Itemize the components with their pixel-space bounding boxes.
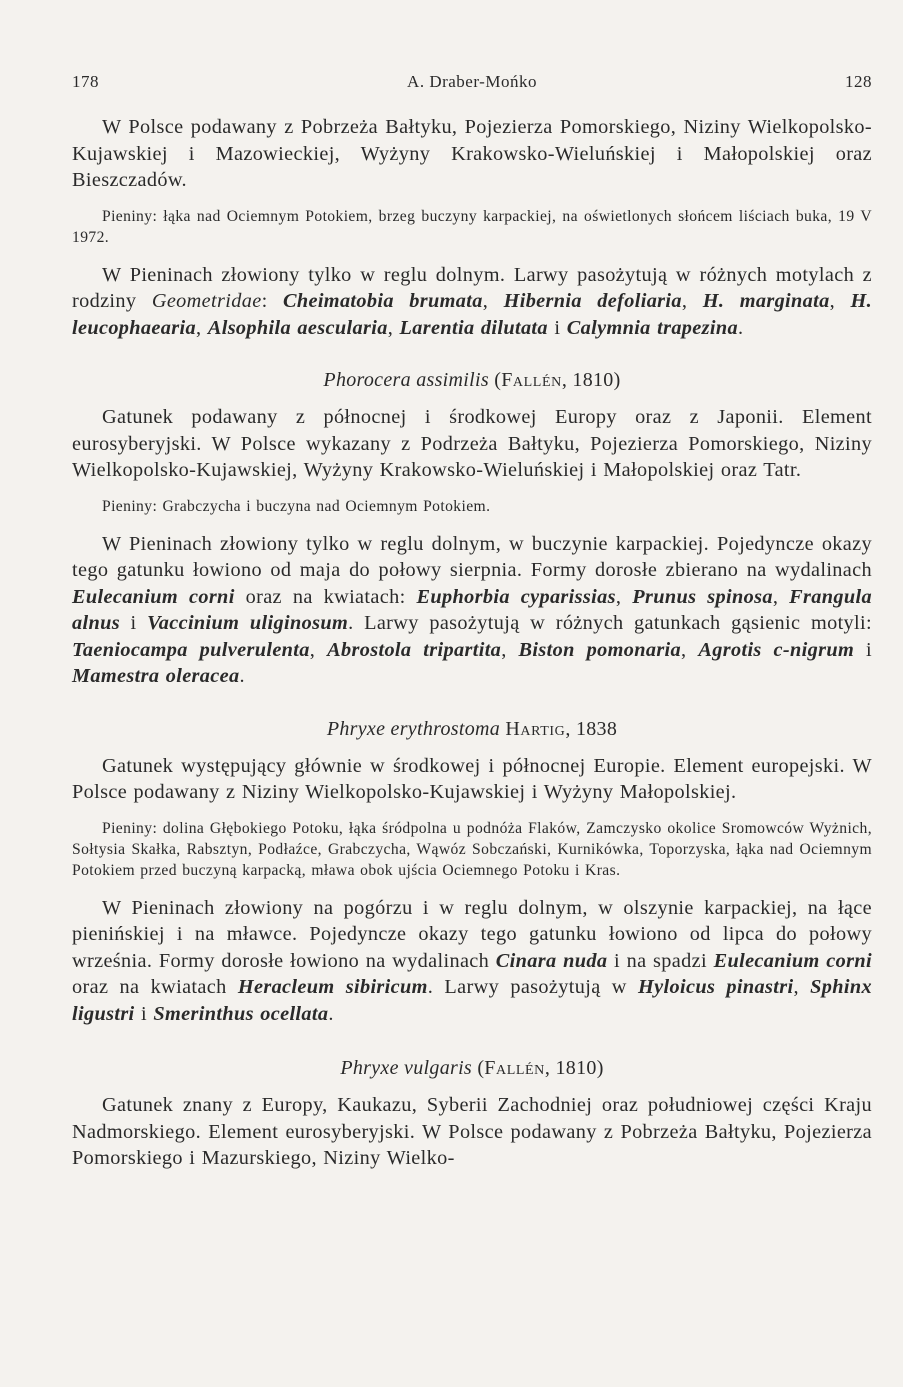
- taxon-name: Calymnia trapezina: [566, 316, 738, 339]
- species-heading-phryxe-vulgaris: Phryxe vulgaris (Fallén, 1810): [340, 1057, 604, 1079]
- taxon-name: Agrotis c-nigrum: [698, 638, 855, 661]
- taxon-name: Geometridae: [151, 290, 262, 312]
- taxon-name: Eulecanium corni: [713, 949, 872, 972]
- taxon-name: Cheimatobia brumata: [282, 290, 483, 312]
- taxon-name: Smerinthus ocellata: [153, 1002, 329, 1025]
- taxon-name: Sphinx ligustri: [72, 976, 872, 1025]
- book-page: [72, 72, 872, 1172]
- taxon-name: Mamestra oleracea: [72, 665, 240, 687]
- taxon-name: Taeniocampa pulverulenta: [72, 638, 310, 661]
- taxon-name: Alsophila aescularia: [207, 316, 388, 339]
- taxon-name: H. leucophaearia: [72, 290, 873, 339]
- page-number-right: 128: [845, 72, 872, 91]
- taxon-name: Hibernia defoliaria: [503, 290, 682, 312]
- running-title: A. Draber-Mońko: [407, 72, 537, 91]
- species2-distribution: Gatunek występujący głównie w środkowej i północnej Europie. Element europejski. W Polsce podawany z Niziny Wielkopolsko-Kujawskiej i Wyżyny Małopolskiej.: [72, 754, 872, 803]
- taxon-name: Cinara nuda: [495, 949, 608, 972]
- species-heading-phryxe-erythrostoma: Phryxe erythrostoma Hartig, 1838: [326, 717, 618, 740]
- species3-distribution: Gatunek znany z Europy, Kaukazu, Syberii Zachodniej oraz południowej części Kraju Nadmorskiego. Element eurosyberyjski. W Polsce podawany z Pobrzeża Bałtyku, Pojezierza Pomorskiego i Mazurskiego, Niziny Wielko-: [72, 1094, 872, 1169]
- taxon-name: Heracleum sibiricum: [237, 976, 428, 998]
- species-heading-phorocera-assimilis: Phorocera assimilis (Fallén, 1810): [323, 369, 621, 391]
- page-header: [72, 72, 872, 102]
- taxon-name: Euphorbia cyparissias: [416, 585, 616, 608]
- species1-pieniny-locality: Pieniny: Grabczycha i buczyna nad Ociemnym Potokiem.: [102, 497, 491, 515]
- taxon-name: Frangula alnus: [72, 585, 873, 634]
- intro-distribution-paragraph: W Polsce podawany z Pobrzeża Bałtyku, Pojezierza Pomorskiego, Niziny Wielkopolsko-Kujawskiej i Mazowieckiej, Wyżyny Krakowsko-Wieluńskiej i Małopolskiej oraz Bieszczadów.: [72, 116, 872, 191]
- taxon-name: Prunus spinosa: [632, 585, 773, 608]
- intro-pieniny-locality: Pieniny: łąka nad Ociemnym Potokiem, brzeg buczyny karpackiej, na oświetlonych słońcem liściach buka, 19 V 1972.: [72, 207, 872, 246]
- species2-pieniny-paragraph: W Pieninach złowiony na pogórzu i w reglu dolnym, w olszynie karpackiej, na łące pienińskiej i na mławce. Pojedyncze okazy tego gatunku łowiono od lipca do połowy września. Formy dorosłe łowiono na wydalinach Cinara nuda i na spadzi Eulecanium corni oraz na kwiatach Heracleum sibiricum. Larwy pasożytują w Hyloicus pinastri, Sphinx ligustri i Smerinthus ocellata.: [72, 896, 872, 1025]
- taxon-name: Hyloicus pinastri: [638, 976, 794, 998]
- taxon-name: H. marginata: [702, 290, 830, 312]
- species1-pieniny-paragraph: W Pieninach złowiony tylko w reglu dolnym, w buczynie karpackiej. Pojedyncze okazy tego gatunku łowiono od maja do połowy sierpnia. Formy dorosłe zbierano na wydalinach Eulecanium corni oraz na kwiatach: Euphorbia cyparissias, Prunus spinosa, Frangula alnus i Vaccinium uliginosum. Larwy pasożytują w różnych gatunkach gąsienic motyli: Taeniocampa pulverulenta, Abrostola tripartita, Biston pomonaria, Agrotis c-nigrum i Mamestra oleracea.: [72, 532, 873, 687]
- taxon-name: Abrostola tripartita: [327, 638, 502, 661]
- taxon-name: Larentia dilutata: [399, 316, 548, 339]
- taxon-name: Vaccinium uliginosum: [147, 612, 349, 634]
- species1-distribution: Gatunek podawany z północnej i środkowej Europy oraz z Japonii. Element eurosyberyjski. W Polsce wykazany z Podrzeża Bałtyku, Pojezierza Pomorskiego, Niziny Wielkopolsko-Kujawskiej, Wyżyny Krakowsko-Wieluńskiej i Małopolskiej oraz Tatr.: [72, 406, 872, 481]
- taxon-name: Biston pomonaria: [518, 638, 682, 661]
- taxon-name: Eulecanium corni: [72, 585, 235, 608]
- intro-pieniny-paragraph: W Pieninach złowiony tylko w reglu dolnym. Larwy pasożytują w różnych motylach z rodziny Geometridae: Cheimatobia brumata, Hibernia defoliaria, H. marginata, H. leucophaearia, Alsophila aescularia, Larentia dilutata i Calymnia trapezina.: [72, 263, 873, 339]
- species2-pieniny-locality: Pieniny: dolina Głębokiego Potoku, łąka śródpolna u podnóża Flaków, Zamczysko okolice Sromowców Wyżnich, Sołtysia Skałka, Rabsztyn, Podłaźce, Grabczycha, Wąwóz Sobczański, Kurnikówka, Toporzyska, łąka nad Ociemnym Potokiem przed buczyną karpacką, mława obok ujścia Ociemnego Potoku i Kras.: [72, 819, 872, 879]
- page-number-left: 178: [72, 72, 99, 91]
